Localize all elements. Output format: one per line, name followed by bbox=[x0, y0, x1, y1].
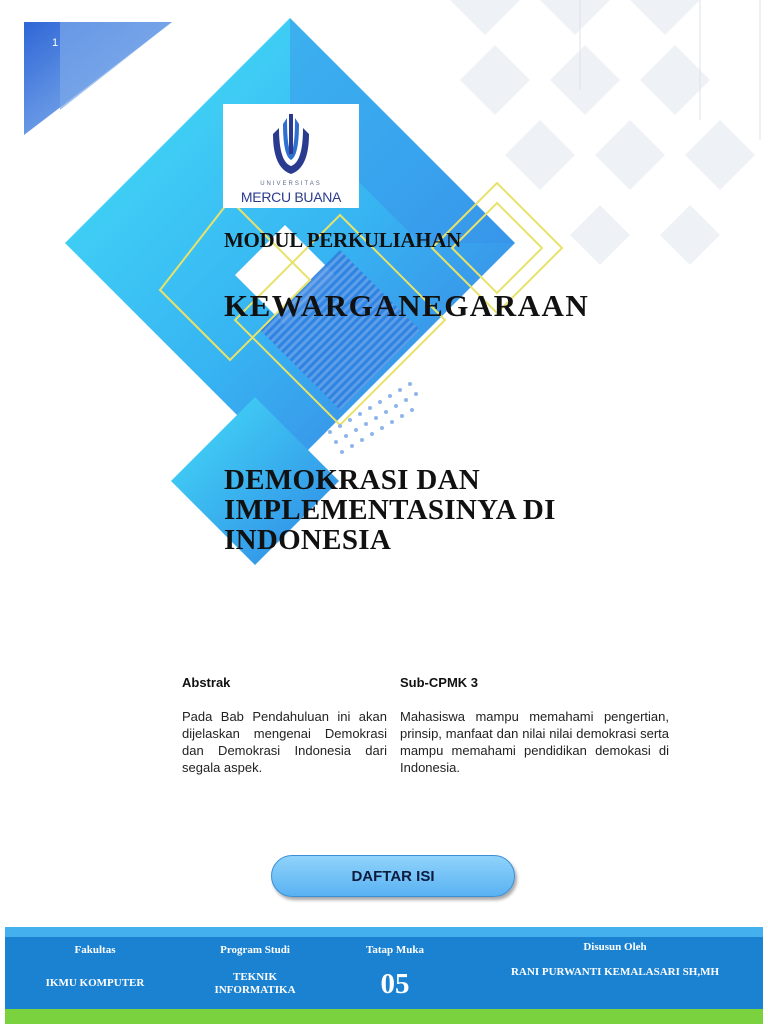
corner-triangle-light bbox=[60, 22, 172, 110]
abstract-text: Pada Bab Pendahuluan ini akan dijelaskan mengenai Demokrasi dan Demokrasi Indonesia dari segala aspek. bbox=[182, 709, 387, 775]
module-label: MODUL PERKULIAHAN bbox=[224, 228, 461, 252]
footer-meeting-value: 05 bbox=[380, 968, 410, 1000]
abstract-heading: Abstrak bbox=[182, 675, 231, 690]
footer-faculty-value: IKMU KOMPUTER bbox=[45, 977, 145, 989]
topic-line: INDONESIA bbox=[224, 524, 392, 556]
mercu-buana-emblem-icon bbox=[269, 114, 313, 178]
footer-program-value bbox=[185, 971, 325, 997]
page-number: 1 bbox=[52, 37, 59, 49]
footer-faculty-label: Fakultas bbox=[74, 944, 116, 956]
course-title: KEWARGANEGARAAN bbox=[224, 288, 590, 323]
footer-program-label: Program Studi bbox=[220, 944, 290, 956]
logo-subtitle: UNIVERSITAS bbox=[260, 181, 322, 187]
topic-line: IMPLEMENTASINYA DI bbox=[224, 494, 556, 526]
daftar-isi-button[interactable]: DAFTAR ISI bbox=[271, 855, 515, 897]
topic-title bbox=[224, 465, 654, 555]
footer-author-value: RANI PURWANTI KEMALASARI SH,MH bbox=[510, 966, 720, 978]
footer-program-line: TEKNIK bbox=[232, 971, 277, 983]
footer-green-stripe bbox=[5, 1009, 763, 1024]
footer-program-line: INFORMATIKA bbox=[214, 984, 296, 996]
sub-cpmk-heading: Sub-CPMK 3 bbox=[400, 675, 478, 690]
footer-top-stripe bbox=[5, 927, 763, 937]
topic-line: DEMOKRASI DAN bbox=[224, 464, 481, 496]
sub-cpmk-text: Mahasiswa mampu memahami pengertian, prinsip, manfaat dan nilai nilai demokrasi serta mampu memahami pendidikan demokasi di Indonesia. bbox=[400, 709, 669, 775]
footer-author-label: Disusun Oleh bbox=[583, 941, 647, 953]
footer-meeting-label: Tatap Muka bbox=[366, 944, 424, 956]
logo-name: MERCU BUANA bbox=[240, 189, 342, 205]
university-logo bbox=[223, 104, 359, 208]
